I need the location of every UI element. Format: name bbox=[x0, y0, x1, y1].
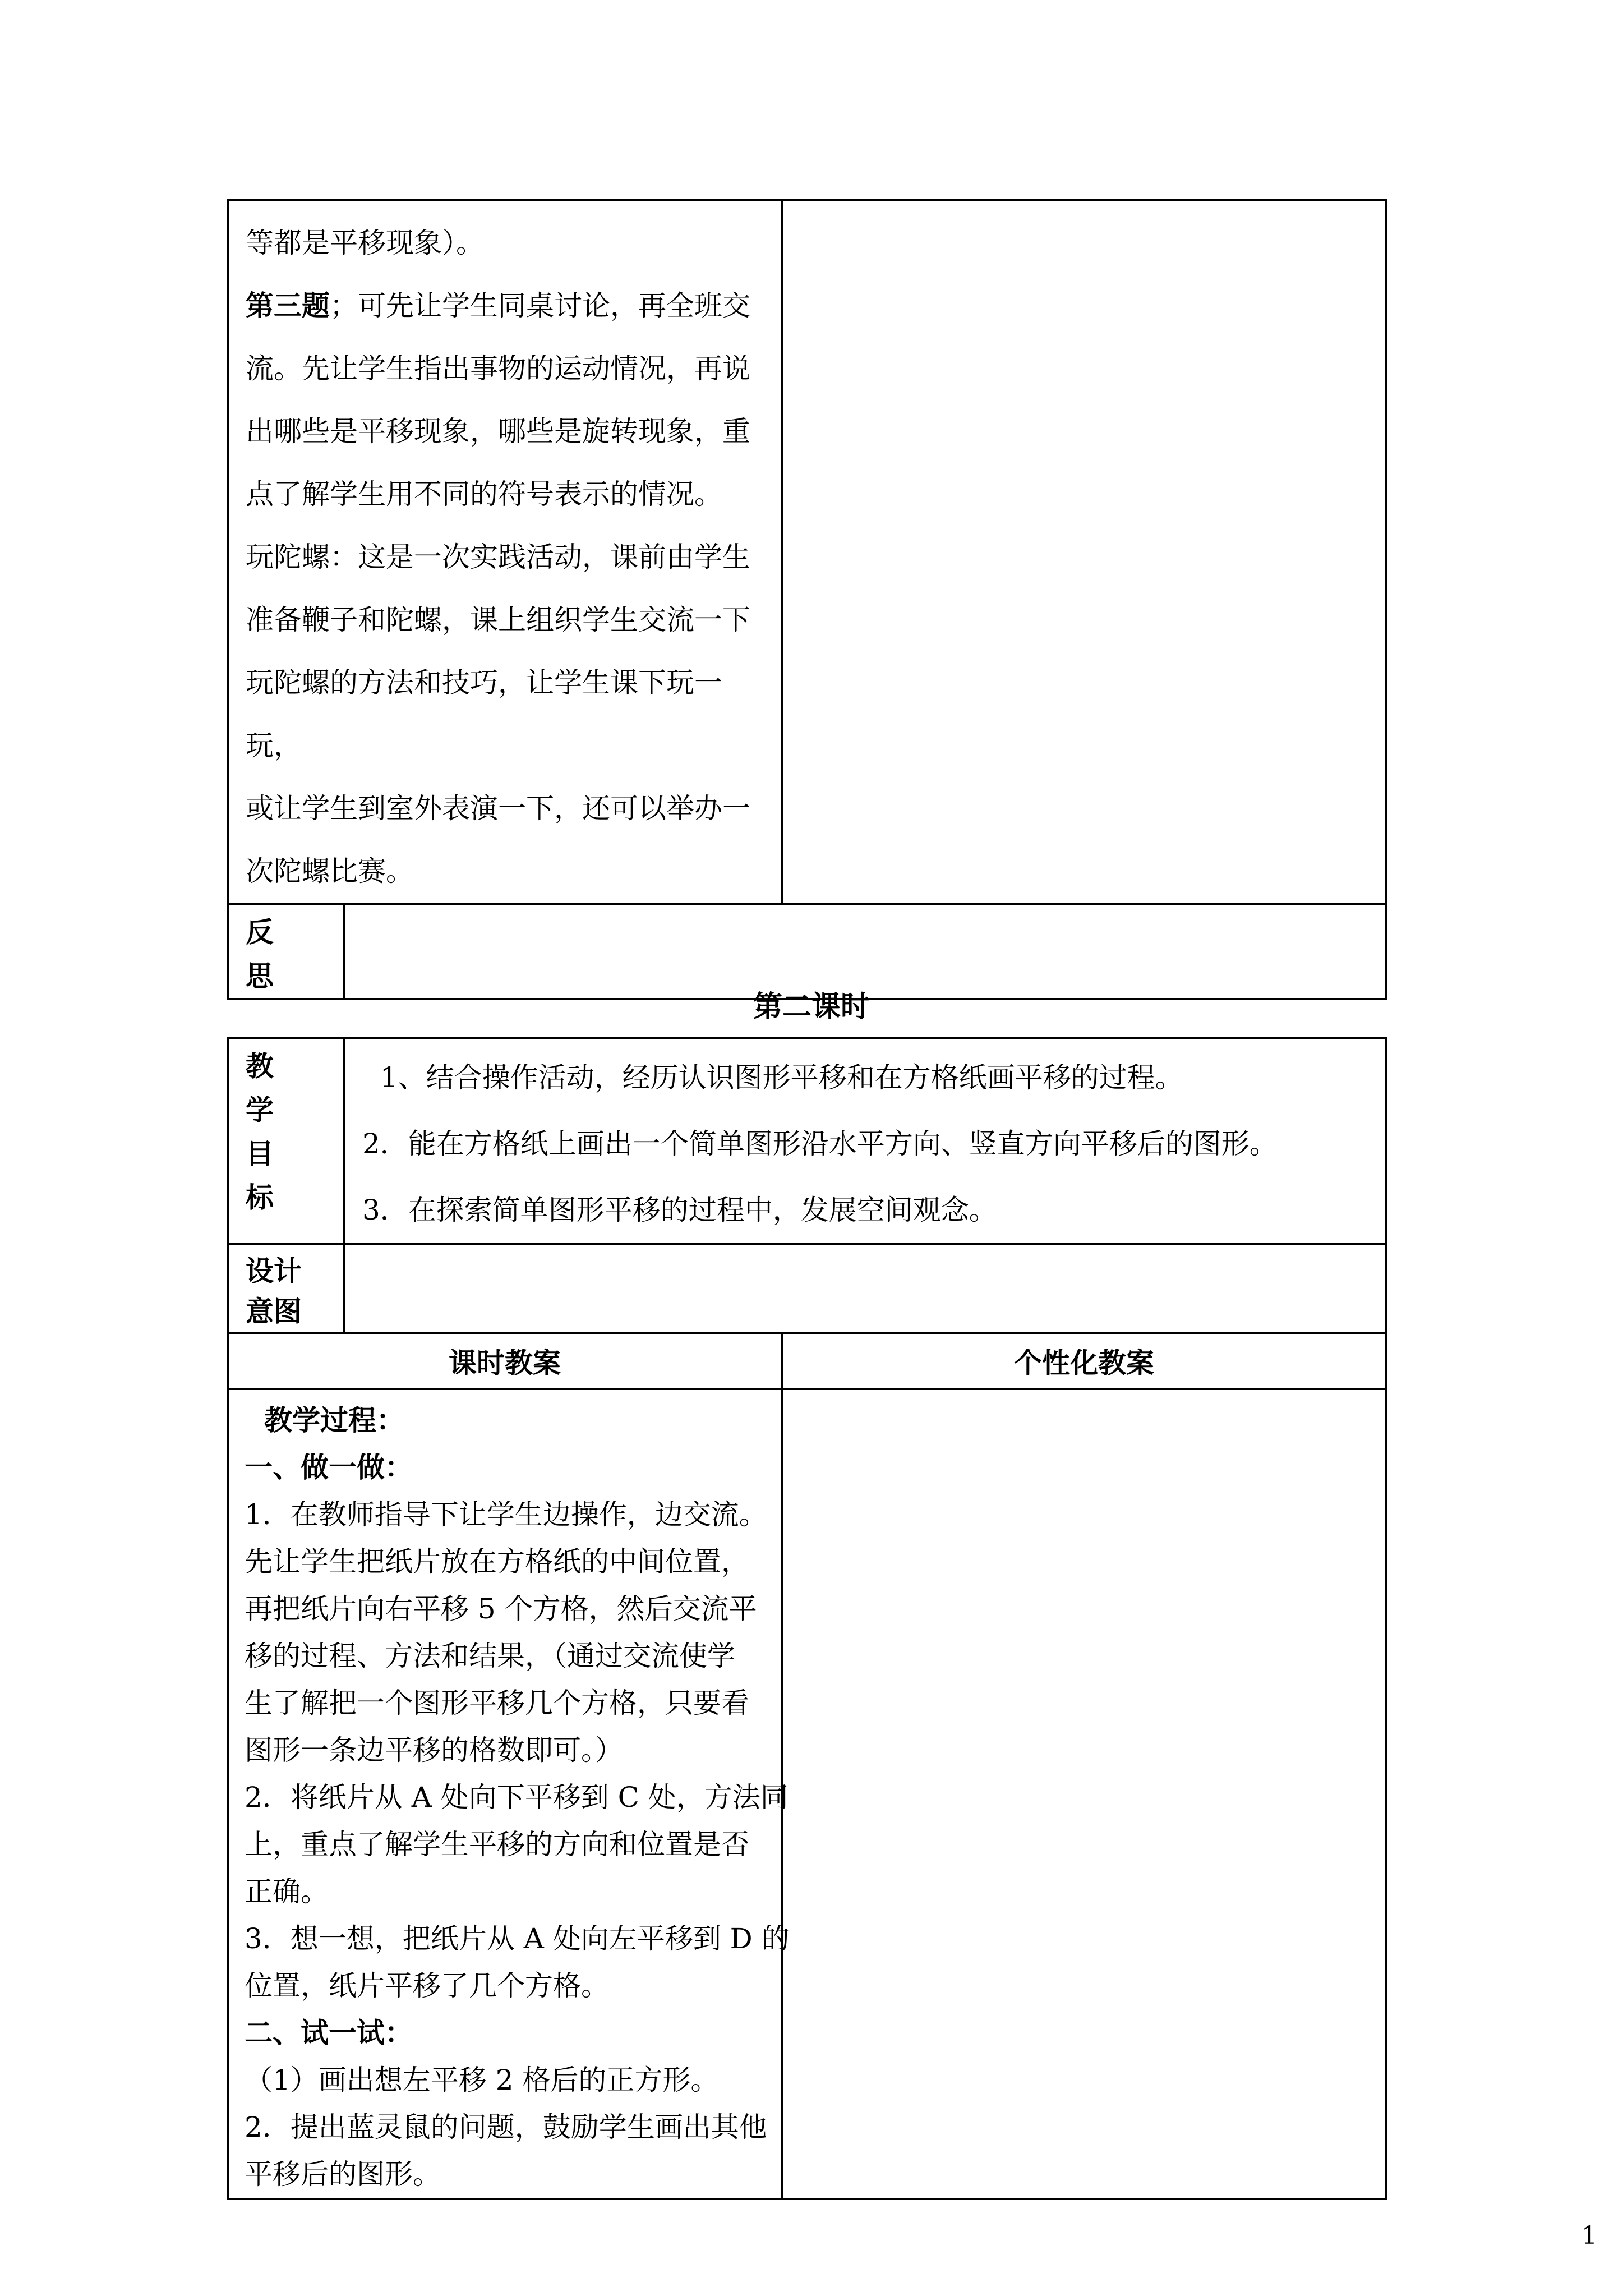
process-line: 上，重点了解学生平移的方向和位置是否 bbox=[245, 1828, 749, 1861]
paragraph bbox=[246, 463, 765, 526]
paragraph-text: 玩陀螺的方法和技巧，让学生课下玩一玩， bbox=[246, 666, 722, 762]
paragraph bbox=[246, 840, 765, 903]
paragraph bbox=[246, 400, 765, 463]
process-line: 生了解把一个图形平移几个方格，只要看 bbox=[245, 1687, 749, 1719]
paragraph bbox=[246, 337, 765, 400]
label-char: 目 bbox=[246, 1137, 274, 1170]
process-line: 2．提出蓝灵鼠的问题，鼓励学生画出其他 bbox=[245, 2111, 767, 2143]
process-line: 正确。 bbox=[245, 1875, 329, 1908]
section-heading: 第二课时 bbox=[753, 990, 870, 1024]
teaching-process-cell bbox=[228, 1389, 790, 2199]
goals-label-cell bbox=[228, 1038, 344, 1244]
process-line: 2．将纸片从 A 处向下平移到 C 处，方法同 bbox=[245, 1781, 789, 1814]
label-char: 教 bbox=[246, 1050, 274, 1083]
paragraph bbox=[246, 651, 765, 777]
page-number: 1 bbox=[1581, 2221, 1597, 2250]
label-char: 反 bbox=[246, 915, 274, 949]
paragraph-text: 玩陀螺：这是一次实践活动，课前由学生 bbox=[246, 541, 750, 573]
paragraph bbox=[246, 211, 765, 274]
teaching-goals bbox=[345, 1039, 1385, 1243]
personalized-plan-header: 个性化教案 bbox=[782, 1333, 1386, 1389]
teaching-process bbox=[229, 1390, 790, 2198]
process-line: （1）画出想左平移 2 格后的正方形。 bbox=[245, 2064, 719, 2096]
paragraph bbox=[246, 777, 765, 840]
process-line: 平移后的图形。 bbox=[245, 2158, 441, 2191]
goals-content-cell bbox=[344, 1038, 1386, 1244]
design-label-cell bbox=[228, 1244, 344, 1333]
paragraph-text: 流。先让学生指出事物的运动情况，再说 bbox=[246, 352, 750, 385]
paragraph bbox=[246, 588, 765, 651]
process-line: 图形一条边平移的格数即可。） bbox=[245, 1734, 623, 1766]
paragraph-text: 次陀螺比赛。 bbox=[246, 855, 414, 887]
lesson-plan-text bbox=[229, 201, 781, 903]
process-line: 先让学生把纸片放在方格纸的中间位置， bbox=[245, 1545, 749, 1578]
process-line: 教学过程： bbox=[245, 1404, 404, 1437]
design-content-cell bbox=[344, 1244, 1386, 1333]
label-char: 标 bbox=[246, 1181, 274, 1214]
process-line: 移的过程、方法和结果，（通过交流使学 bbox=[245, 1640, 735, 1672]
process-line: 一、做一做： bbox=[245, 1451, 413, 1484]
paragraph-text: 准备鞭子和陀螺，课上组织学生交流一下 bbox=[246, 604, 750, 636]
process-line: 再把纸片向右平移 5 个方格，然后交流平 bbox=[245, 1593, 757, 1625]
goal-item: 2．能在方格纸上画出一个简单图形沿水平方向、竖直方向平移后的图形。 bbox=[362, 1128, 1278, 1160]
paragraph-text: ；可先让学生同桌讨论，再全班交 bbox=[330, 289, 750, 322]
paragraph-text: 等都是平移现象）。 bbox=[246, 227, 484, 259]
paragraph bbox=[246, 526, 765, 588]
personalized-plan-cell bbox=[782, 200, 1386, 904]
personalized-plan-content-cell bbox=[782, 1389, 1386, 2199]
label-char: 学 bbox=[246, 1093, 274, 1126]
process-line: 位置，纸片平移了几个方格。 bbox=[245, 1970, 609, 2002]
label-char: 意图 bbox=[246, 1295, 302, 1328]
paragraph-text: 出哪些是平移现象，哪些是旋转现象，重 bbox=[246, 415, 750, 448]
lesson-plan-header: 课时教案 bbox=[228, 1333, 782, 1389]
paragraph bbox=[246, 274, 765, 337]
label-char: 思 bbox=[246, 959, 274, 992]
lesson-table-continued bbox=[227, 199, 1387, 1000]
goals-label bbox=[229, 1039, 343, 1220]
paragraph-text: 点了解学生用不同的符号表示的情况。 bbox=[246, 478, 722, 510]
process-line: 1．在教师指导下让学生边操作，边交流。 bbox=[245, 1498, 767, 1531]
paragraph-text: 或让学生到室外表演一下，还可以举办一 bbox=[246, 792, 750, 825]
label-char: 设计 bbox=[246, 1254, 302, 1287]
bold-lead: 第三题 bbox=[246, 289, 330, 322]
design-intent-label bbox=[229, 1245, 343, 1332]
goal-item: 3．在探索简单图形平移的过程中，发展空间观念。 bbox=[362, 1194, 997, 1226]
process-line: 3．想一想，把纸片从 A 处向左平移到 D 的 bbox=[245, 1922, 790, 1955]
goal-item: 1、结合操作活动，经历认识图形平移和在方格纸画平移的过程。 bbox=[362, 1061, 1183, 1094]
process-line: 二、试一试： bbox=[245, 2016, 413, 2049]
second-lesson-table bbox=[227, 1037, 1387, 2200]
lesson-plan-cell bbox=[228, 200, 782, 904]
